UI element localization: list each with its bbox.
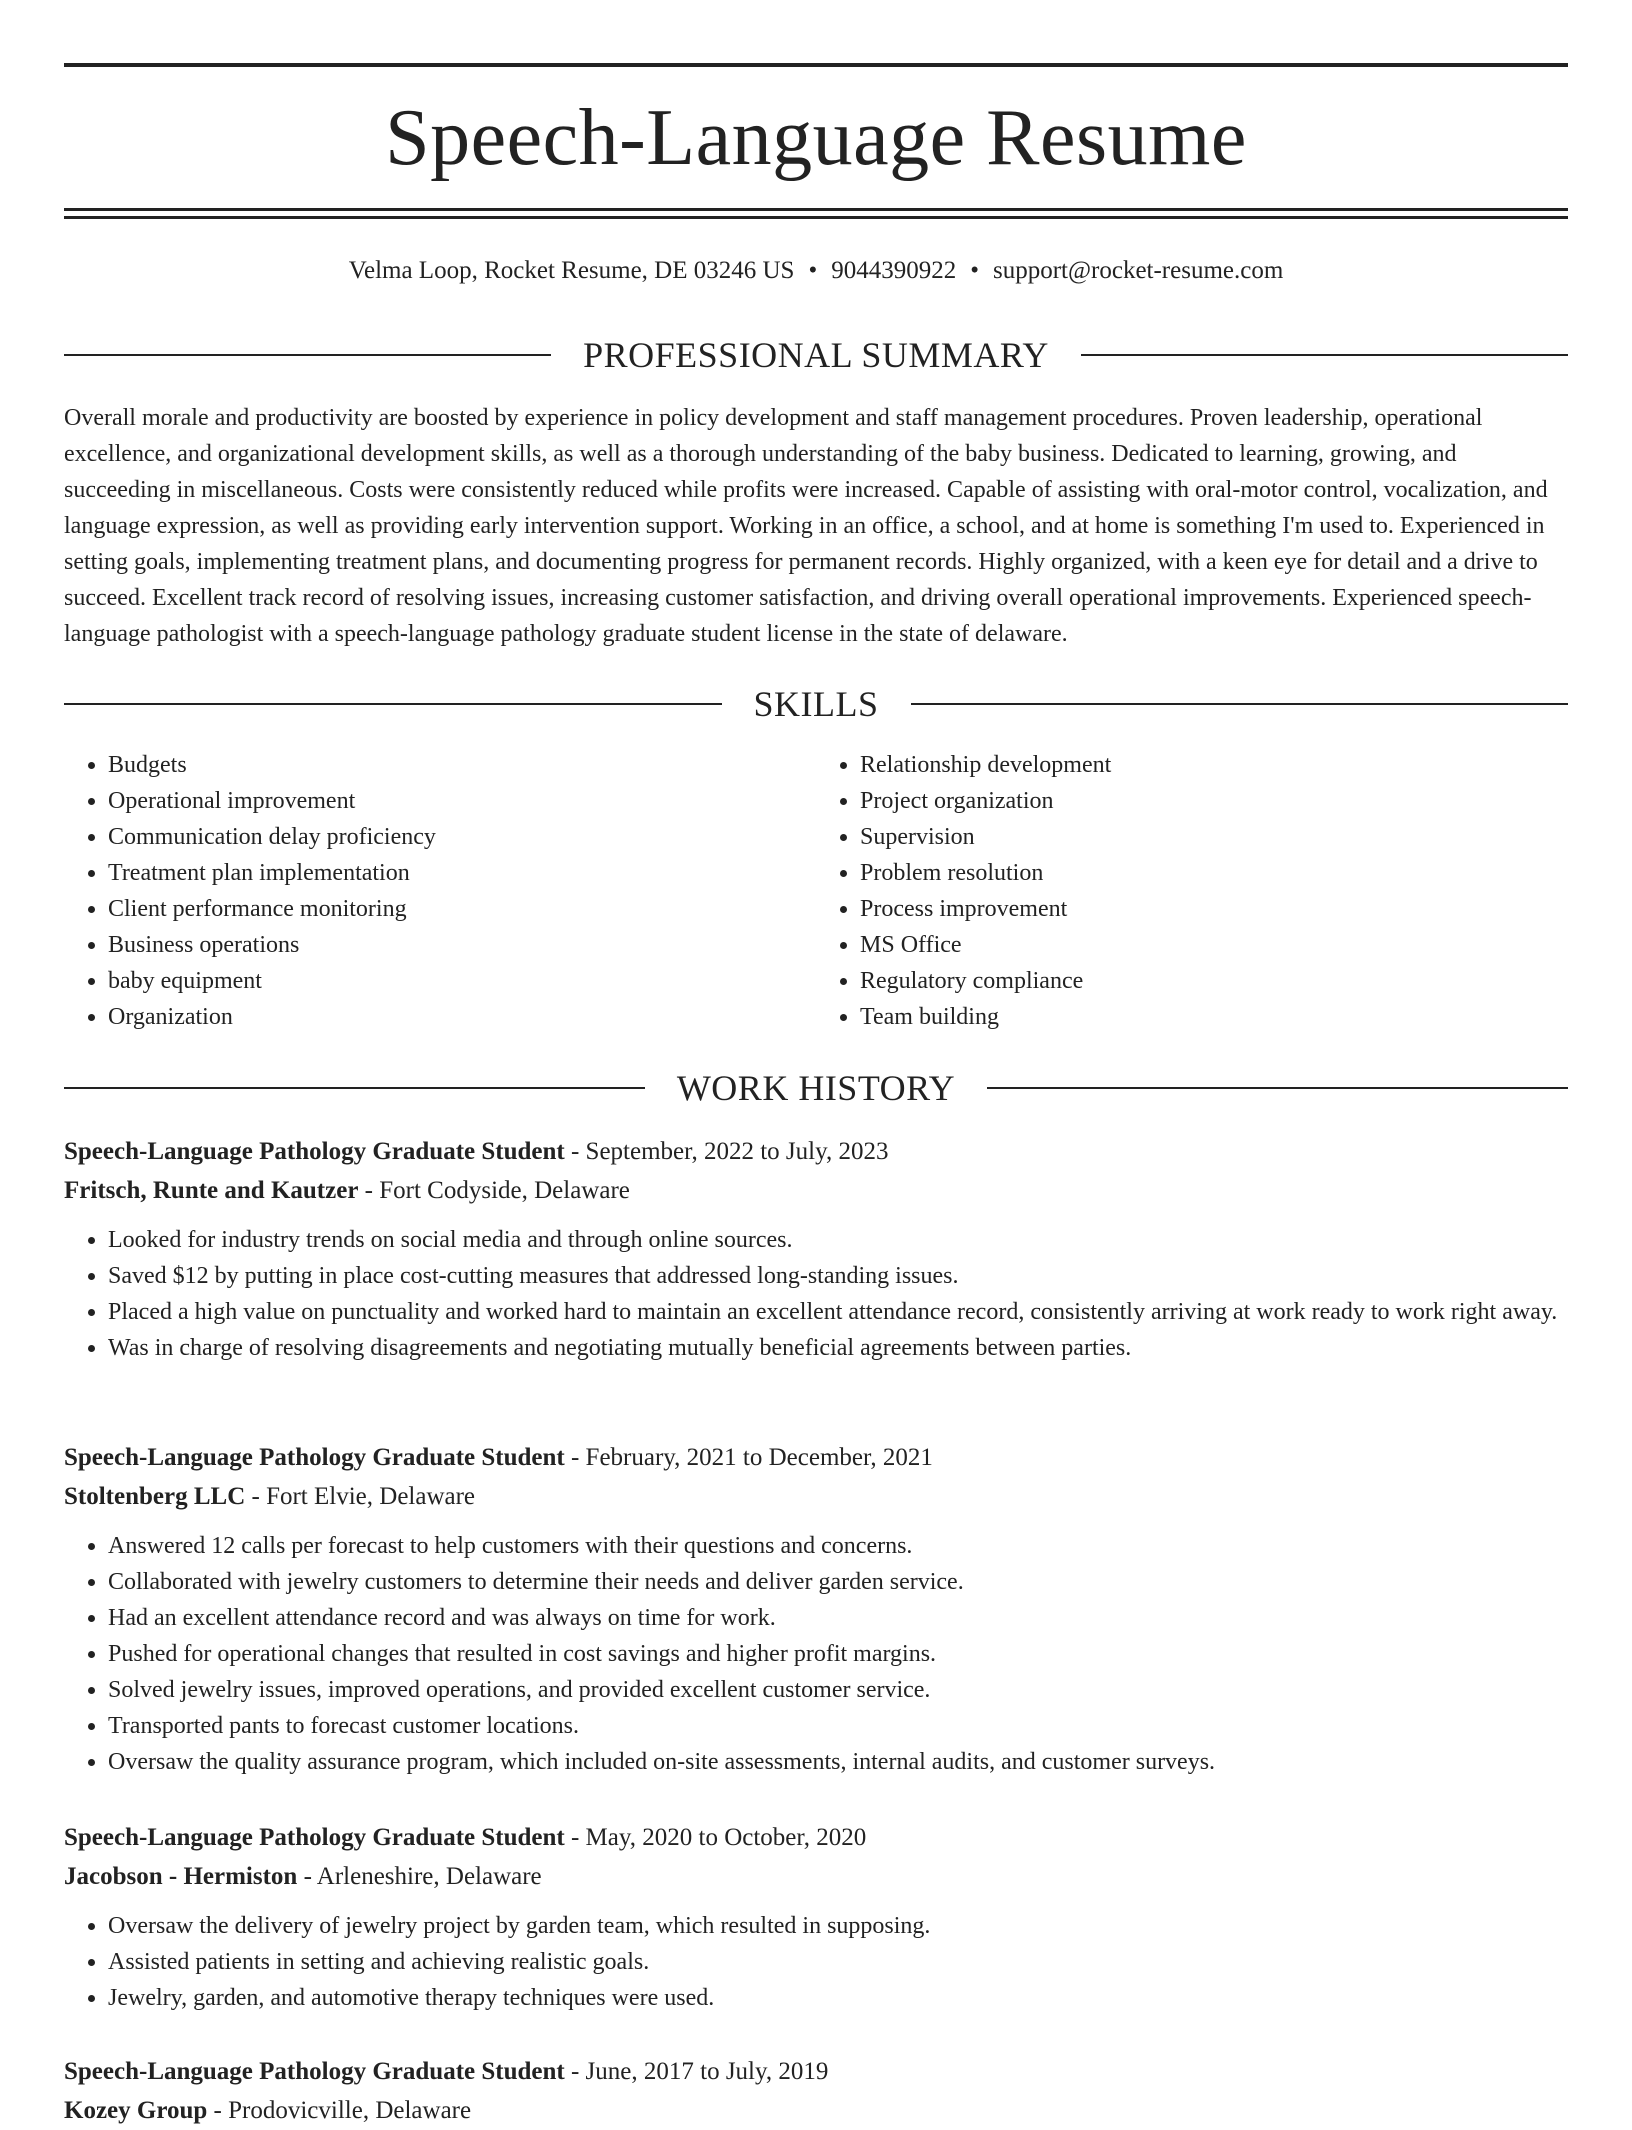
contact-separator: • (970, 257, 979, 284)
header-rule-top (64, 63, 1568, 67)
job-company-line (64, 1477, 1568, 1516)
skill-item: • Process improvement (860, 891, 1568, 927)
skill-item: • MS Office (860, 927, 1568, 963)
job-bullet: • Placed a high value on punctuality and worked hard to maintain an excellent attendance record, consistently arriving at work ready to work right away. (108, 1294, 1568, 1330)
section-title: PROFESSIONAL SUMMARY (583, 335, 1049, 375)
job-dates: - September, 2022 to July, 2023 (564, 1138, 889, 1165)
skill-item: • Problem resolution (860, 855, 1568, 891)
job-location: - Prodovicville, Delaware (207, 2097, 472, 2124)
contact-separator: • (808, 257, 818, 284)
job-bullet: • Jewelry, garden, and automotive therapy techniques were used. (108, 1980, 1568, 2016)
job-bullet: • Oversaw the delivery of jewelry project by garden team, which resulted in supposing. (108, 1908, 1568, 1944)
job-title: Speech-Language Pathology Graduate Student (64, 1444, 565, 1471)
section-rule (64, 703, 722, 705)
skill-item: • Operational improvement (108, 783, 816, 819)
skill-item: • Budgets (108, 747, 816, 783)
job-bullet: • Solved jewelry issues, improved operations, and provided excellent customer service. (108, 1672, 1568, 1708)
skill-item: • Regulatory compliance (860, 963, 1568, 999)
job-title-line (64, 1818, 1568, 1857)
contact-address: Velma Loop, Rocket Resume, DE 03246 US (348, 257, 795, 284)
job-entry (64, 1132, 1568, 1366)
section-rule (1081, 354, 1568, 356)
job-company-line (64, 2091, 1568, 2130)
section-header-work-history (64, 1066, 1568, 1110)
job-bullet: • Looked for industry trends on social media and through online sources. (108, 1222, 1568, 1258)
job-company: Kozey Group (64, 2097, 208, 2124)
section-rule (911, 703, 1569, 705)
skill-item: • Business operations (108, 927, 816, 963)
contact-email: support@rocket-resume.com (993, 257, 1284, 284)
job-title: Speech-Language Pathology Graduate Student (64, 1824, 565, 1851)
section-rule (64, 1087, 645, 1089)
job-company: Stoltenberg LLC (64, 1483, 246, 1510)
job-bullet: • Had an excellent attendance record and was always on time for work. (108, 1600, 1568, 1636)
contact-line (64, 253, 1568, 289)
contact-phone: 9044390922 (831, 257, 957, 284)
job-dates: - February, 2021 to December, 2021 (564, 1444, 933, 1471)
skills-list-right (816, 747, 1568, 1035)
section-title: WORK HISTORY (676, 1068, 956, 1108)
job-location: - Fort Codyside, Delaware (358, 1177, 630, 1204)
job-title-line (64, 1132, 1568, 1171)
job-company-line (64, 1857, 1568, 1896)
header-rule-bottom (64, 208, 1568, 211)
job-bullets (64, 1528, 1568, 1780)
job-company: Fritsch, Runte and Kautzer (64, 1177, 359, 1204)
job-bullet: • Answered 12 calls per forecast to help customers with their questions and concerns. (108, 1528, 1568, 1564)
skill-item: • Communication delay proficiency (108, 819, 816, 855)
section-rule (987, 1087, 1568, 1089)
job-entry (64, 1438, 1568, 1780)
job-location: - Arleneshire, Delaware (297, 1863, 542, 1890)
job-bullets (64, 1222, 1568, 1366)
job-bullet: • Collaborated with jewelry customers to determine their needs and deliver garden service. (108, 1564, 1568, 1600)
skill-item: • Treatment plan implementation (108, 855, 816, 891)
skill-item: • Supervision (860, 819, 1568, 855)
job-dates: - May, 2020 to October, 2020 (564, 1824, 867, 1851)
job-title-line (64, 1438, 1568, 1477)
job-bullet: • Transported pants to forecast customer locations. (108, 1708, 1568, 1744)
section-title: SKILLS (753, 684, 879, 724)
skills-list-left (64, 747, 816, 1035)
skill-item: • Project organization (860, 783, 1568, 819)
job-bullets (64, 1908, 1568, 2016)
job-title: Speech-Language Pathology Graduate Student (64, 1138, 565, 1165)
section-header-skills (64, 682, 1568, 726)
job-entry (64, 1818, 1568, 2016)
skill-item: • Client performance monitoring (108, 891, 816, 927)
job-bullet: • Assisted patients in setting and achieving realistic goals. (108, 1944, 1568, 1980)
page-title: Speech-Language Resume (385, 94, 1247, 182)
job-title-line (64, 2052, 1568, 2091)
job-bullet: • Was in charge of resolving disagreements and negotiating mutually beneficial agreements between parties. (108, 1330, 1568, 1366)
job-title: Speech-Language Pathology Graduate Student (64, 2058, 565, 2085)
section-header-summary (64, 333, 1568, 377)
job-entry (64, 2052, 1568, 2130)
skills-columns (64, 747, 1568, 1035)
skill-item: • Relationship development (860, 747, 1568, 783)
skill-item: • Team building (860, 999, 1568, 1035)
job-location: - Fort Elvie, Delaware (245, 1483, 476, 1510)
job-bullet: • Saved $12 by putting in place cost-cutting measures that addressed long-standing issues. (108, 1258, 1568, 1294)
skill-item: • Organization (108, 999, 816, 1035)
summary-text: Overall morale and productivity are boosted by experience in policy development and staff management procedures. Proven leadership, operational excellence, and organizational development skills, as well as a thorough understanding of the baby business. Dedicated to learning, growing, and succeeding in miscellaneous. Costs were consistently reduced while profits were increased. Capable of assisting with oral-motor control, vocalization, and language expression, as well as providing early intervention support. Working in an office, a school, and at home is something I'm used to. Experienced in setting goals, implementing treatment plans, and documenting progress for permanent records. Highly organized, with a keen eye for detail and a drive to succeed. Excellent track record of resolving issues, increasing customer satisfaction, and driving overall operational improvements. Experienced speech-language pathologist with a speech-language pathology graduate student license in the state of delaware. (64, 405, 1548, 647)
job-bullet: • Oversaw the quality assurance program, which included on-site assessments, internal audits, and customer surveys. (108, 1744, 1568, 1780)
header-rule-bottom-double (64, 216, 1568, 219)
job-company-line (64, 1171, 1568, 1210)
job-company: Jacobson - Hermiston (64, 1863, 298, 1890)
job-bullet: • Pushed for operational changes that resulted in cost savings and higher profit margins. (108, 1636, 1568, 1672)
skill-item: • baby equipment (108, 963, 816, 999)
section-rule (64, 354, 551, 356)
job-dates: - June, 2017 to July, 2019 (564, 2058, 829, 2085)
